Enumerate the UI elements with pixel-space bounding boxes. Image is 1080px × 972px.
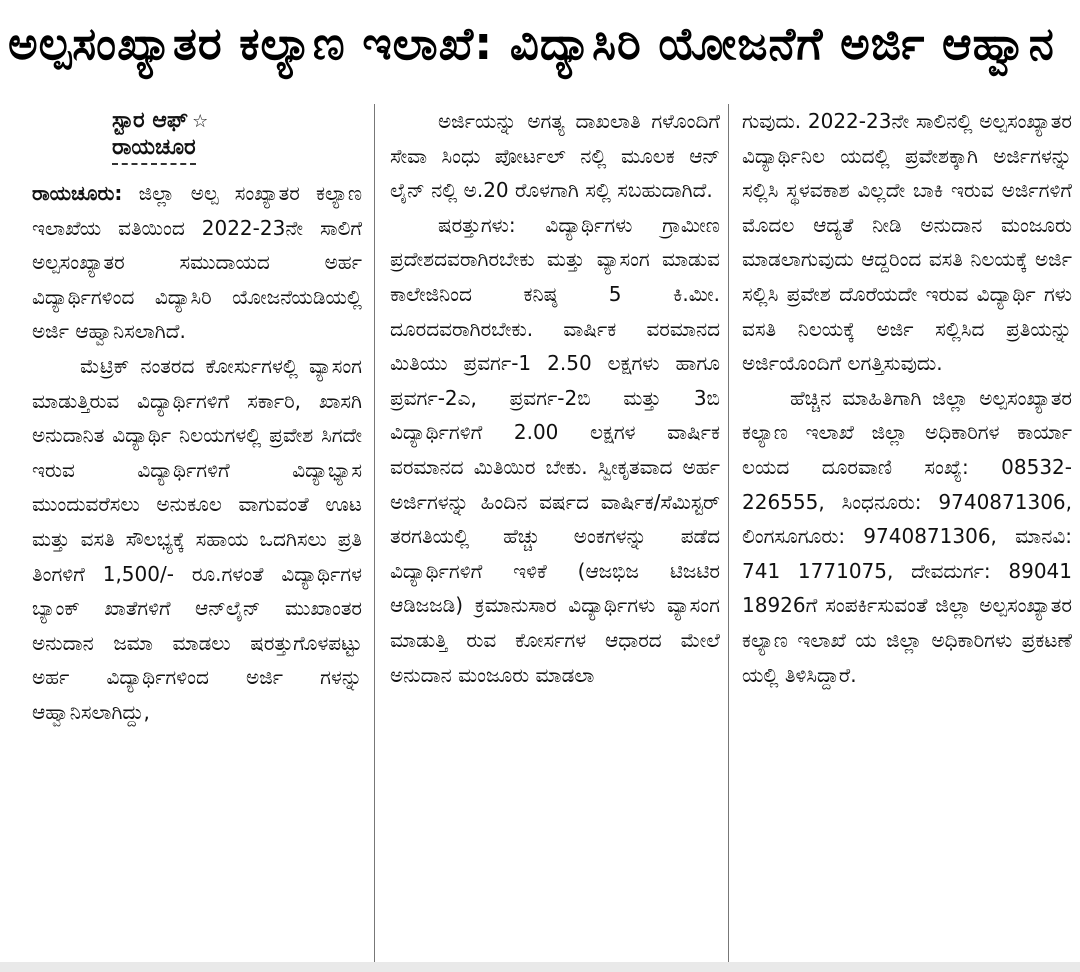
column-divider bbox=[728, 104, 729, 964]
article-paragraph bbox=[32, 176, 362, 349]
byline-line-2: ರಾಯಚೂರ bbox=[112, 135, 196, 165]
article-column-3 bbox=[742, 104, 1072, 692]
column-divider bbox=[374, 104, 375, 964]
byline-text-1: ಸ್ಟಾರ ಆಫ್ bbox=[112, 108, 189, 133]
article-paragraph: ಷರತ್ತುಗಳು: ವಿದ್ಯಾರ್ಥಿಗಳು ಗ್ರಾಮೀಣ ಪ್ರದೇಶದವರಾಗಿರಬೇಕು ಮತ್ತು ವ್ಯಾಸಂಗ ಮಾಡುವ ಕಾಲೇಜಿನಿಂದ ಕನಿಷ್ಠ 5 ಕಿ.ಮೀ. ದೂರದವರಾಗಿರಬೇಕು. ವಾರ್ಷಿಕ ವರಮಾನದ ಮಿತಿಯು ಪ್ರವರ್ಗ-1 2.50 ಲಕ್ಷಗಳು ಹಾಗೂ ಪ್ರವರ್ಗ-2ಎ, ಪ್ರವರ್ಗ-2ಬಿ ಮತ್ತು 3ಬಿ ವಿದ್ಯಾರ್ಥಿಗಳಿಗೆ 2.00 ಲಕ್ಷಗಳ ವಾರ್ಷಿಕ ವರಮಾನದ ಮಿತಿಯಿರ ಬೇಕು. ಸ್ವೀಕೃತವಾದ ಅರ್ಹ ಅರ್ಜಿಗಳನ್ನು ಹಿಂದಿನ ವರ್ಷದ ವಾರ್ಷಿಕ/ಸೆಮಿಸ್ಟರ್ ತರಗತಿಯಲ್ಲಿ ಹೆಚ್ಚು ಅಂಕಗಳನ್ನು ಪಡೆದ ವಿದ್ಯಾರ್ಥಿಗಳಿಗೆ ಇಳಿಕೆ (ಆಜಭಿಜ ಟಿಜಟಿರ ಆಡಿಜಜಡಿ) ಕ್ರಮಾನುಸಾರ ವಿದ್ಯಾರ್ಥಿಗಳು ವ್ಯಾಸಂಗ ಮಾಡುತ್ತಿ ರುವ ಕೋರ್ಸಗಳ ಆಧಾರದ ಮೇಲೆ ಅನುದಾನ ಮಂಜೂರು ಮಾಡಲಾ bbox=[390, 212, 720, 687]
paragraph-text: ಜಿಲ್ಲಾ ಅಲ್ಪ ಸಂಖ್ಯಾತರ ಕಲ್ಯಾಣ ಇಲಾಖೆಯ ವತಿಯಿಂದ 2022-23ನೇ ಸಾಲಿಗೆ ಅಲ್ಪಸಂಖ್ಯಾತರ ಸಮುದಾಯದ ಅರ್ಹ ವಿದ್ಯಾರ್ಥಿಗಳಿಂದ ವಿದ್ಯಾಸಿರಿ ಯೋಜನೆಯಡಿಯಲ್ಲಿ ಅರ್ಜಿ ಆಹ್ವಾನಿಸಲಾಗಿದೆ. bbox=[32, 181, 362, 344]
article-paragraph: ಹೆಚ್ಚಿನ ಮಾಹಿತಿಗಾಗಿ ಜಿಲ್ಲಾ ಅಲ್ಪಸಂಖ್ಯಾತರ ಕಲ್ಯಾಣ ಇಲಾಖೆ ಜಿಲ್ಲಾ ಅಧಿಕಾರಿಗಳ ಕಾರ್ಯಾ ಲಯದ ದೂರವಾಣಿ ಸಂಖ್ಯೆ: 08532-226555, ಸಿಂಧನೂರು: 9740871306, ಲಿಂಗಸೂಗೂರು: 9740871306, ಮಾನವಿ: 741 1771075, ದೇವದುರ್ಗ: 89041 18926ಗೆ ಸಂಪರ್ಕಿಸುವಂತೆ ಜಿಲ್ಲಾ ಅಲ್ಪಸಂಖ್ಯಾತರ ಕಲ್ಯಾಣ ಇಲಾಖೆ ಯ ಜಿಲ್ಲಾ ಅಧಿಕಾರಿಗಳು ಪ್ರಕಟಣೆ ಯಲ್ಲಿ ತಿಳಿಸಿದ್ದಾರೆ. bbox=[742, 385, 1072, 687]
byline bbox=[112, 108, 282, 165]
star-icon: ☆ bbox=[192, 111, 209, 132]
article-column-1 bbox=[32, 176, 362, 730]
byline-line-1 bbox=[112, 108, 282, 135]
page-edge bbox=[0, 962, 1080, 972]
article-paragraph: ಗುವುದು. 2022-23ನೇ ಸಾಲಿನಲ್ಲಿ ಅಲ್ಪಸಂಖ್ಯಾತರ ವಿದ್ಯಾರ್ಥಿನಿಲ ಯದಲ್ಲಿ ಪ್ರವೇಶಕ್ಕಾಗಿ ಅರ್ಜಿಗಳನ್ನು ಸಲ್ಲಿಸಿ ಸ್ಥಳವಕಾಶ ವಿಲ್ಲದೇ ಬಾಕಿ ಇರುವ ಅರ್ಜಿಗಳಿಗೆ ಮೊದಲ ಆದ್ಯತೆ ನೀಡಿ ಅನುದಾನ ಮಂಜೂರು ಮಾಡಲಾಗುವುದು ಆದ್ದರಿಂದ ವಸತಿ ನಿಲಯಕ್ಕೆ ಅರ್ಜಿ ಸಲ್ಲಿಸಿ ಪ್ರವೇಶ ದೊರೆಯದೇ ಇರುವ ವಿದ್ಯಾರ್ಥಿ ಗಳು ವಸತಿ ನಿಲಯಕ್ಕೆ ಅರ್ಜಿ ಸಲ್ಲಿಸಿದ ಪ್ರತಿಯನ್ನು ಅರ್ಜಿಯೊಂದಿಗೆ ಲಗತ್ತಿಸುವುದು. bbox=[742, 109, 1072, 376]
article-column-2 bbox=[390, 104, 720, 692]
article-paragraph: ಮೆಟ್ರಿಕ್ ನಂತರದ ಕೋರ್ಸುಗಳಲ್ಲಿ ವ್ಯಾಸಂಗ ಮಾಡುತ್ತಿರುವ ವಿದ್ಯಾರ್ಥಿಗಳಿಗೆ ಸರ್ಕಾರಿ, ಖಾಸಗಿ ಅನುದಾನಿತ ವಿದ್ಯಾರ್ಥಿ ನಿಲಯಗಳಲ್ಲಿ ಪ್ರವೇಶ ಸಿಗದೇ ಇರುವ ವಿದ್ಯಾರ್ಥಿಗಳಿಗೆ ವಿದ್ಯಾಭ್ಯಾಸ ಮುಂದುವರೆಸಲು ಅನುಕೂಲ ವಾಗುವಂತೆ ಊಟ ಮತ್ತು ವಸತಿ ಸೌಲಭ್ಯಕ್ಕೆ ಸಹಾಯ ಒದಗಿಸಲು ಪ್ರತಿ ತಿಂಗಳಿಗೆ 1,500/- ರೂ.ಗಳಂತೆ ವಿದ್ಯಾರ್ಥಿಗಳ ಬ್ಯಾಂಕ್ ಖಾತೆಗಳಿಗೆ ಆನ್‌ಲೈನ್ ಮುಖಾಂತರ ಅನುದಾನ ಜಮಾ ಮಾಡಲು ಷರತ್ತುಗೊಳಪಟ್ಟು ಅರ್ಹ ವಿದ್ಯಾರ್ಥಿಗಳಿಂದ ಅರ್ಜಿ ಗಳನ್ನು ಆಹ್ವಾನಿಸಲಾಗಿದ್ದು, bbox=[32, 353, 362, 724]
article-paragraph: ಅರ್ಜಿಯನ್ನು ಅಗತ್ಯ ದಾಖಲಾತಿ ಗಳೊಂದಿಗೆ ಸೇವಾ ಸಿಂಧು ಪೋರ್ಟಲ್ ನಲ್ಲಿ ಮೂಲಕ ಆನ್ ಲೈನ್ ನಲ್ಲಿ ಅ.20 ರೊಳಗಾಗಿ ಸಲ್ಲಿ ಸಬಹುದಾಗಿದೆ. bbox=[390, 109, 720, 203]
headline: ಅಲ್ಪಸಂಖ್ಯಾತರ ಕಲ್ಯಾಣ ಇಲಾಖೆ: ವಿದ್ಯಾಸಿರಿ ಯೋಜನೆಗೆ ಅರ್ಜಿ ಆಹ್ವಾನ bbox=[8, 17, 1055, 70]
dateline: ರಾಯಚೂರು: bbox=[32, 181, 123, 205]
